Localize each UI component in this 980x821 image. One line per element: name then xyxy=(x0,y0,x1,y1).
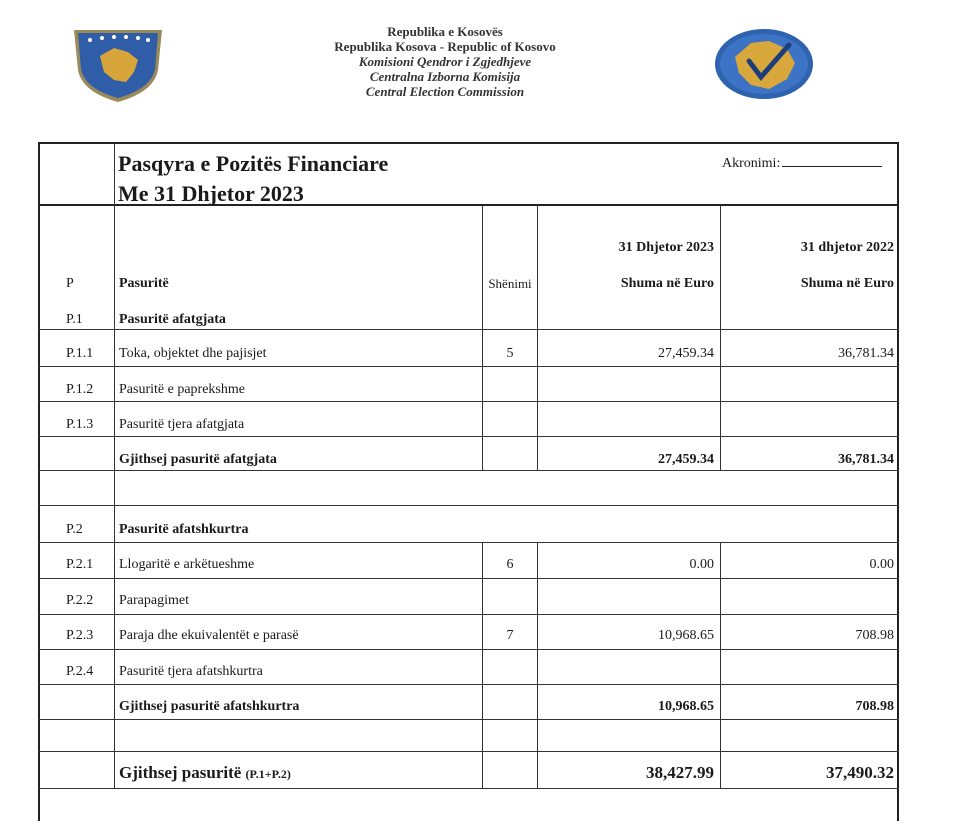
header-2022-unit: Shuma në Euro xyxy=(800,276,894,291)
rule xyxy=(38,684,899,685)
rule xyxy=(38,751,899,752)
grand-total-label xyxy=(119,763,291,783)
row-code: P.2.2 xyxy=(66,593,94,608)
col-divider xyxy=(482,542,483,788)
subtotal-value-2022: 36,781.34 xyxy=(838,452,894,467)
akronimi-blank-line xyxy=(782,154,882,167)
akronimi-label: Akronimi: xyxy=(722,156,781,171)
rule xyxy=(38,649,899,650)
row-code: P.2.3 xyxy=(66,628,94,643)
row-note: 7 xyxy=(506,628,514,643)
rule xyxy=(38,788,899,789)
col-divider xyxy=(720,542,721,788)
row-code: P.2.4 xyxy=(66,664,94,679)
rule xyxy=(38,401,899,402)
rule xyxy=(38,719,899,720)
col-divider xyxy=(537,205,538,470)
statement-title-line-1: Pasqyra e Pozitës Financiare xyxy=(118,151,389,176)
rule xyxy=(38,470,899,471)
rule xyxy=(38,614,899,615)
subtotal-value-2023: 27,459.34 xyxy=(658,452,714,467)
statement-title-line-2: Me 31 Dhjetor 2023 xyxy=(118,181,304,206)
row-label: Toka, objektet dhe pajisjet xyxy=(119,346,267,361)
row-code: P.1.1 xyxy=(66,346,94,361)
rule xyxy=(38,505,899,506)
header-line-4: Centralna Izborna Komisija xyxy=(369,69,521,84)
subtotal-value-2023: 10,968.65 xyxy=(658,699,714,714)
row-label: Pasuritë e paprekshme xyxy=(119,382,245,397)
subtotal-label: Gjithsej pasuritë afatgjata xyxy=(119,452,277,467)
row-code: P.1.2 xyxy=(66,382,94,397)
row-label: Pasuritë afatgjata xyxy=(119,312,226,327)
header-line-1: Republika e Kosovës xyxy=(387,24,503,39)
rule xyxy=(38,204,899,206)
row-value-2023: 27,459.34 xyxy=(658,346,714,361)
col-divider xyxy=(482,205,483,470)
row-label: Pasuritë tjera afatshkurtra xyxy=(119,664,263,679)
row-code: P.1.3 xyxy=(66,417,94,432)
row-code: P.2 xyxy=(66,522,83,537)
institution-header xyxy=(260,24,630,99)
grand-total-label-suffix: (P.1+P.2) xyxy=(245,767,291,781)
row-label: Pasuritë tjera afatgjata xyxy=(119,417,245,432)
grand-total-value-2023: 38,427.99 xyxy=(646,763,714,782)
row-value-2023: 0.00 xyxy=(689,557,714,572)
header-2022-date: 31 dhjetor 2022 xyxy=(800,240,894,255)
rule xyxy=(38,542,899,543)
row-value-2022: 0.00 xyxy=(869,557,894,572)
row-code: P.2.1 xyxy=(66,557,94,572)
header-line-2: Republika Kosova - Republic of Kosovo xyxy=(334,39,556,54)
row-label: Parapagimet xyxy=(119,593,189,608)
rule xyxy=(38,436,899,437)
row-value-2023: 10,968.65 xyxy=(658,628,714,643)
row-label: Pasuritë afatshkurtra xyxy=(119,522,249,537)
rule xyxy=(38,329,899,330)
col-divider xyxy=(114,142,115,788)
header-label: Pasuritë xyxy=(119,276,169,291)
row-value-2022: 36,781.34 xyxy=(838,346,894,361)
header-2023-unit: Shuma në Euro xyxy=(620,276,714,291)
header-code: P xyxy=(66,276,74,291)
grand-total-value-2022: 37,490.32 xyxy=(826,763,894,782)
header-line-3: Komisioni Qendror i Zgjedhjeve xyxy=(358,54,532,69)
rule xyxy=(38,366,899,367)
statement-title xyxy=(118,149,388,209)
election-commission-logo-icon xyxy=(713,27,815,101)
kosovo-coat-of-arms-icon xyxy=(70,26,166,104)
row-label: Llogaritë e arkëtueshme xyxy=(119,557,255,572)
header-note: Shënimi xyxy=(488,276,532,291)
header-2023-date: 31 Dhjetor 2023 xyxy=(618,240,714,255)
grand-total-label-text: Gjithsej pasuritë xyxy=(119,763,242,782)
header-line-5: Central Election Commission xyxy=(365,84,525,99)
subtotal-label: Gjithsej pasuritë afatshkurtra xyxy=(119,699,300,714)
row-label: Paraja dhe ekuivalentët e parasë xyxy=(119,628,299,643)
row-value-2022: 708.98 xyxy=(855,628,894,643)
row-note: 6 xyxy=(506,557,514,572)
col-divider xyxy=(537,542,538,788)
subtotal-value-2022: 708.98 xyxy=(855,699,894,714)
rule xyxy=(38,578,899,579)
col-divider xyxy=(720,205,721,470)
row-code: P.1 xyxy=(66,312,83,327)
akronimi-field xyxy=(722,154,882,172)
row-note: 5 xyxy=(506,346,514,361)
